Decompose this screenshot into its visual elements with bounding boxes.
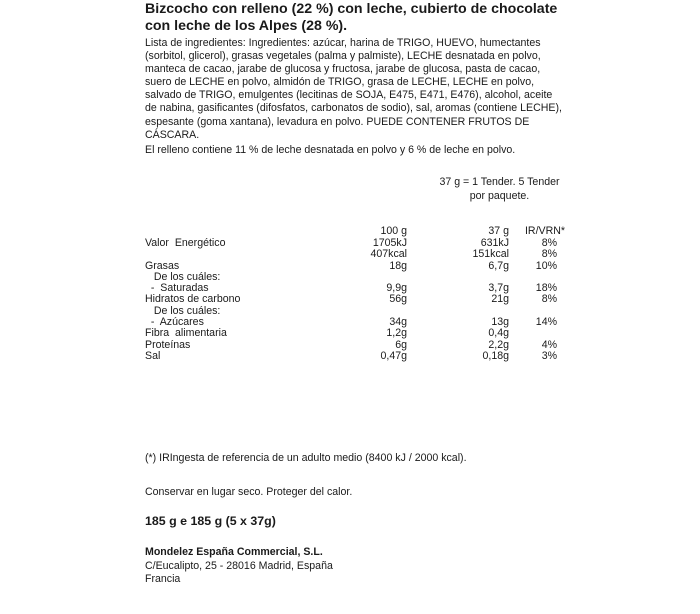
header-per100: 100 g xyxy=(380,225,407,237)
value-per100: 56g xyxy=(389,293,407,306)
nutrient-label: Proteínas xyxy=(145,338,191,351)
value-per37: 2,2g xyxy=(488,338,509,351)
value-per37: 631kJ xyxy=(480,237,509,249)
header-ir: IR/VRN* xyxy=(524,225,565,237)
nutrient-label: Sal xyxy=(145,349,161,362)
nutrition-rows xyxy=(145,238,565,362)
nutrition-row xyxy=(145,249,565,260)
nutrient-label: Hidratos de carbono xyxy=(145,293,241,306)
company-country: Francia xyxy=(145,573,181,586)
value-per37: 0,18g xyxy=(482,349,509,362)
nutrition-row xyxy=(145,328,565,339)
value-per100: 1,2g xyxy=(386,327,407,340)
nutrient-label: - Azúcares xyxy=(145,316,204,329)
product-title: Bizcocho con relleno (22 %) con leche, cubierto de chocolate con leche de los Alpes (28 %). xyxy=(145,1,558,34)
nutrient-label: - Saturadas xyxy=(145,282,209,295)
value-per37: 3,7g xyxy=(488,282,509,295)
value-ir: 8% xyxy=(541,293,557,306)
header-per37: 37 g xyxy=(488,225,509,237)
nutrition-table xyxy=(145,225,565,362)
nutrition-row xyxy=(145,351,565,362)
company-address: C/Eucalipto, 25 - 28016 Madrid, España xyxy=(145,559,333,572)
nutrient-label: De los cuáles: xyxy=(145,270,221,283)
value-per100: 0,47g xyxy=(380,349,407,362)
ingredients-list: Lista de ingredientes: Ingredientes: azúcar, harina de TRIGO, HUEVO, humectantes (sorbitol, glicerol), grasas vegetales (palma y palmiste), LECHE desnatada en polvo, manteca de cacao, jarabe de glucosa y fructosa, jarabe de glucosa, pasta de cacao, suero de LECHE en polvo, almidón de TRIGO, grasa de LECHE, LECHE en polvo, salvado de TRIGO, emulgentes (lecitinas de SOJA, E475, E471, E476), alcohol, aceite de nabina, gasificantes (difosfatos, carbonatos de sodio), sal, aromas (contiene LECHE), espesante (goma xantana), levadura en polvo. PUEDE CONTENER FRUTOS DE CÁSCARA. xyxy=(145,37,562,141)
company-info xyxy=(145,546,333,587)
value-ir: 3% xyxy=(541,349,557,362)
nutrient-label: Fibra alimentaria xyxy=(145,327,227,340)
value-per100: 9,9g xyxy=(386,282,407,295)
net-weight: 185 g e 185 g (5 x 37g) xyxy=(145,514,276,528)
product-label xyxy=(145,0,565,586)
value-per100: 6g xyxy=(395,338,407,351)
value-per37: 6,7g xyxy=(488,259,509,272)
value-per100: 407kcal xyxy=(370,248,407,261)
value-per100: 34g xyxy=(389,316,407,329)
value-per100: 18g xyxy=(389,259,407,272)
value-ir: 10% xyxy=(535,259,557,272)
value-ir: 8% xyxy=(541,237,557,249)
value-per37: 0,4g xyxy=(488,327,509,340)
nutrient-label: Valor Energético xyxy=(145,237,226,249)
portion-info: 37 g = 1 Tender. 5 Tender por paquete. xyxy=(439,176,560,202)
value-per100: 1705kJ xyxy=(372,237,407,249)
value-ir: 14% xyxy=(535,316,557,329)
storage-instructions: Conservar en lugar seco. Proteger del calor. xyxy=(145,486,353,498)
filling-note: El relleno contiene 11 % de leche desnatada en polvo y 6 % de leche en polvo. xyxy=(145,143,516,156)
value-per37: 151kcal xyxy=(472,248,509,261)
nutrient-label: De los cuáles: xyxy=(145,304,221,317)
value-per37: 21g xyxy=(491,293,509,306)
company-name: Mondelez España Commercial, S.L. xyxy=(145,546,323,558)
ir-note: (*) IRIngesta de referencia de un adulto medio (8400 kJ / 2000 kcal). xyxy=(145,452,467,464)
value-ir: 18% xyxy=(535,282,557,295)
nutrient-label: Grasas xyxy=(145,259,180,272)
value-ir: 8% xyxy=(541,248,557,261)
value-per37: 13g xyxy=(491,316,509,329)
value-ir: 4% xyxy=(541,338,557,351)
